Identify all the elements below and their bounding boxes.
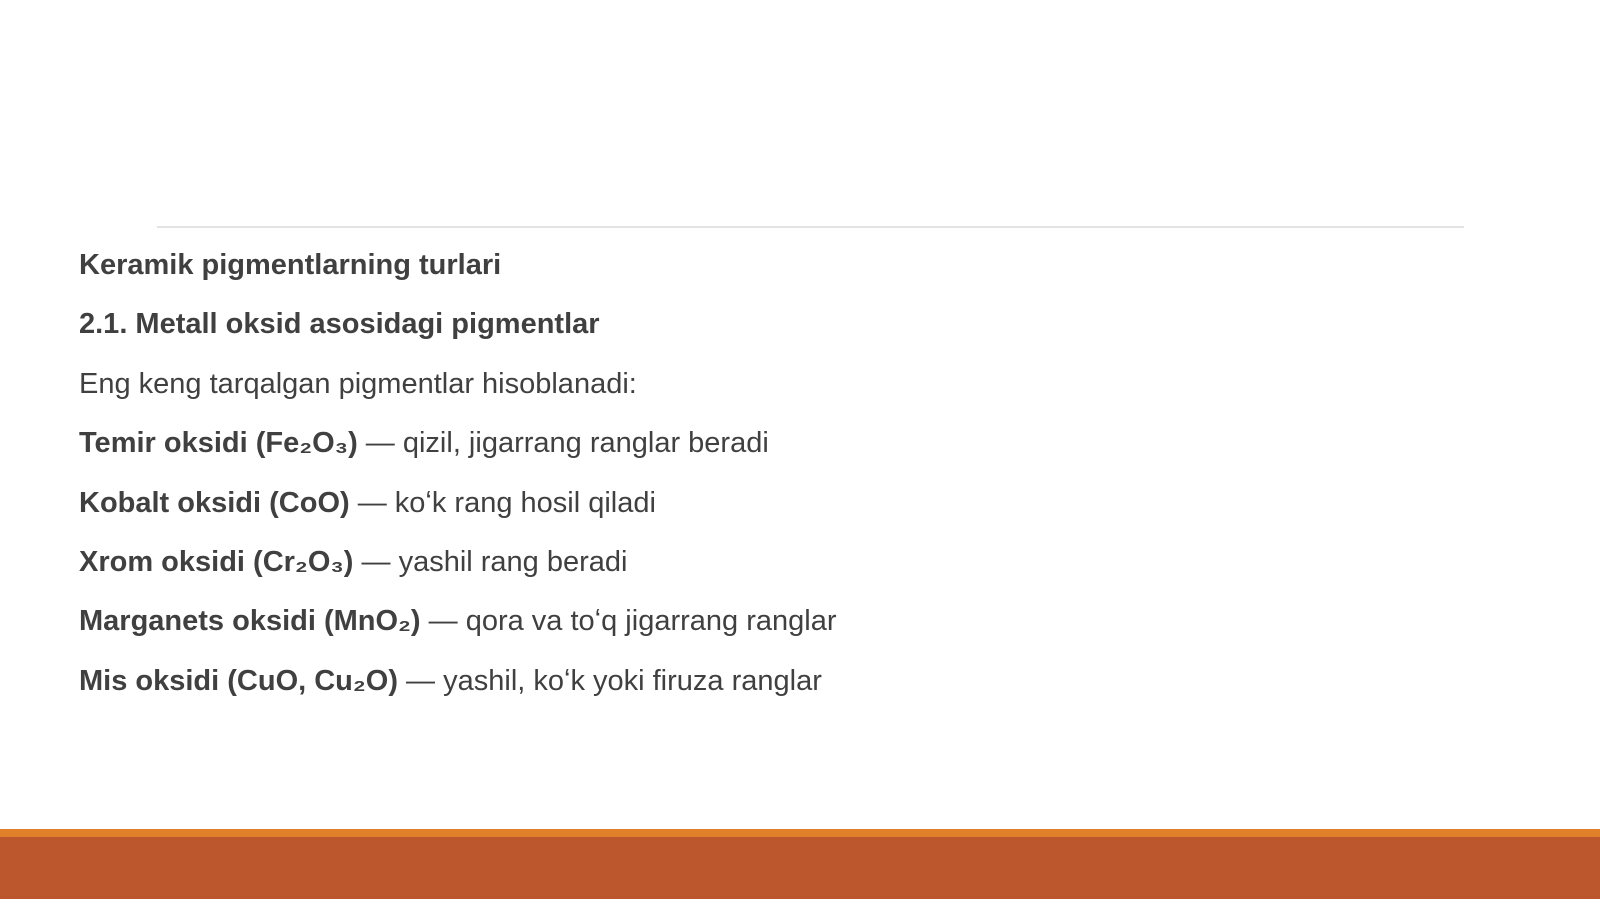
intro-text: Eng keng tarqalgan pigmentlar hisoblanadi: xyxy=(79,367,637,400)
pigment-name: Marganets oksidi (MnO₂) xyxy=(79,605,421,638)
pigment-description: — koʻk rang hosil qiladi xyxy=(349,486,656,519)
title-divider xyxy=(157,226,1464,228)
pigment-description: — qizil, jigarrang ranglar beradi xyxy=(357,427,769,460)
slide-body xyxy=(79,240,1479,715)
pigment-name: Xrom oksidi (Cr₂O₃) xyxy=(79,545,354,578)
pigment-item-chromium-oxide xyxy=(79,537,1479,596)
pigment-description: — yashil, koʻk yoki firuza ranglar xyxy=(398,664,822,697)
pigment-name: Temir oksidi (Fe₂O₃) xyxy=(79,427,358,460)
pigment-item-manganese-oxide xyxy=(79,596,1479,655)
section-heading: 2.1. Metall oksid asosidagi pigmentlar xyxy=(79,308,600,341)
pigment-item-cobalt-oxide xyxy=(79,478,1479,537)
pigment-name: Kobalt oksidi (CoO) xyxy=(79,486,350,519)
footer-band xyxy=(0,837,1600,899)
pigment-description: — yashil rang beradi xyxy=(353,545,628,578)
pigment-name: Mis oksidi (CuO, Cu₂O) xyxy=(79,664,398,697)
footer-accent-stripe xyxy=(0,829,1600,837)
pigment-description: — qora va toʻq jigarrang ranglar xyxy=(420,605,837,638)
slide-title: Keramik pigmentlarning turlari xyxy=(79,249,502,281)
pigment-item-copper-oxide xyxy=(79,656,1479,715)
pigment-item-iron-oxide xyxy=(79,418,1479,477)
